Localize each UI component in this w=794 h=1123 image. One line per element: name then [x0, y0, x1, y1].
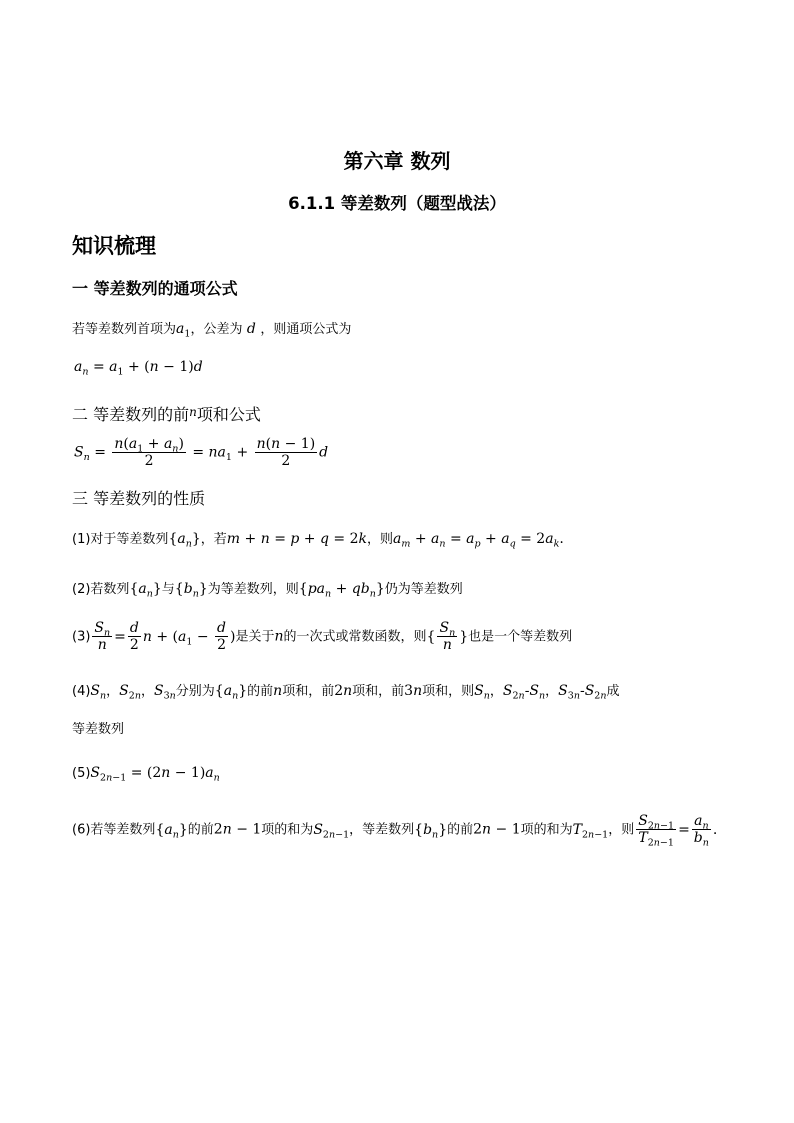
general-term-formula: $a_n = a_1 + (n - 1)d$ [74, 359, 203, 378]
knowledge-heading: 知识梳理 [72, 234, 156, 258]
property-3: (3) $\frac{S_n}{n}$ = $\frac{d}{2}$ $n + (a_1$ − $\frac{d}{2}$ )是关于n的一次式或常数函数，则{ $\frac{S_n}{n}$ }也是一个等差数列 [72, 620, 573, 654]
property-1: (1)对于等差数列$\{a_n\}$，若m + n = p + q = 2k，则$a_m + a_n = a_p + a_q = 2a_k$. [72, 531, 564, 550]
section-2-heading: 二 等差数列的前$^n$项和公式 [72, 405, 261, 424]
sum-formula: $S_n$ = $\frac{n(a_1 + a_n)}{2}$ = $na_1$ + $\frac{n(n - 1)}{2}$ d [74, 436, 329, 470]
property-5: $(5)S_{2n-1} = (2n - 1)a_n$ [72, 765, 220, 784]
property-6: (6)若等差数列$\{a_n\}$的前2n − 1项的和为$S_{2n-1}$，等差数列$\{b_n\}$的前2n − 1项的和为$T_{2n-1}$，则 $\frac{S_{2n-1}}{T_{2n-1}}$ = $\frac{a_n}{b_n}$ . [72, 813, 718, 849]
property-4: $(4)S_n$，$S_{2n}$，$S_{3n}$分别为$\{a_n\}$的前n项和，前2n项和，前3n项和，则$S_n$，$S_{2n}-S_n$，$S_{3n}-S_{2n}$成 [72, 683, 620, 702]
property-2: (2)若数列$\{a_n\}$与$\{b_n\}$为等差数列，则$\{pa_n + qb_n\}$仍为等差数列 [72, 581, 463, 600]
property-4-continued: 等差数列 [72, 722, 125, 737]
section-1-text: 若等差数列首项为$a_1$，公差为 d ，则通项公式为 [72, 321, 352, 340]
chapter-title: 第六章 数列 [343, 149, 451, 173]
section-title: 6.1.1 等差数列（题型战法） [288, 194, 506, 213]
section-1-heading: 一 等差数列的通项公式 [72, 279, 238, 298]
section-3-heading: 三 等差数列的性质 [72, 489, 206, 508]
